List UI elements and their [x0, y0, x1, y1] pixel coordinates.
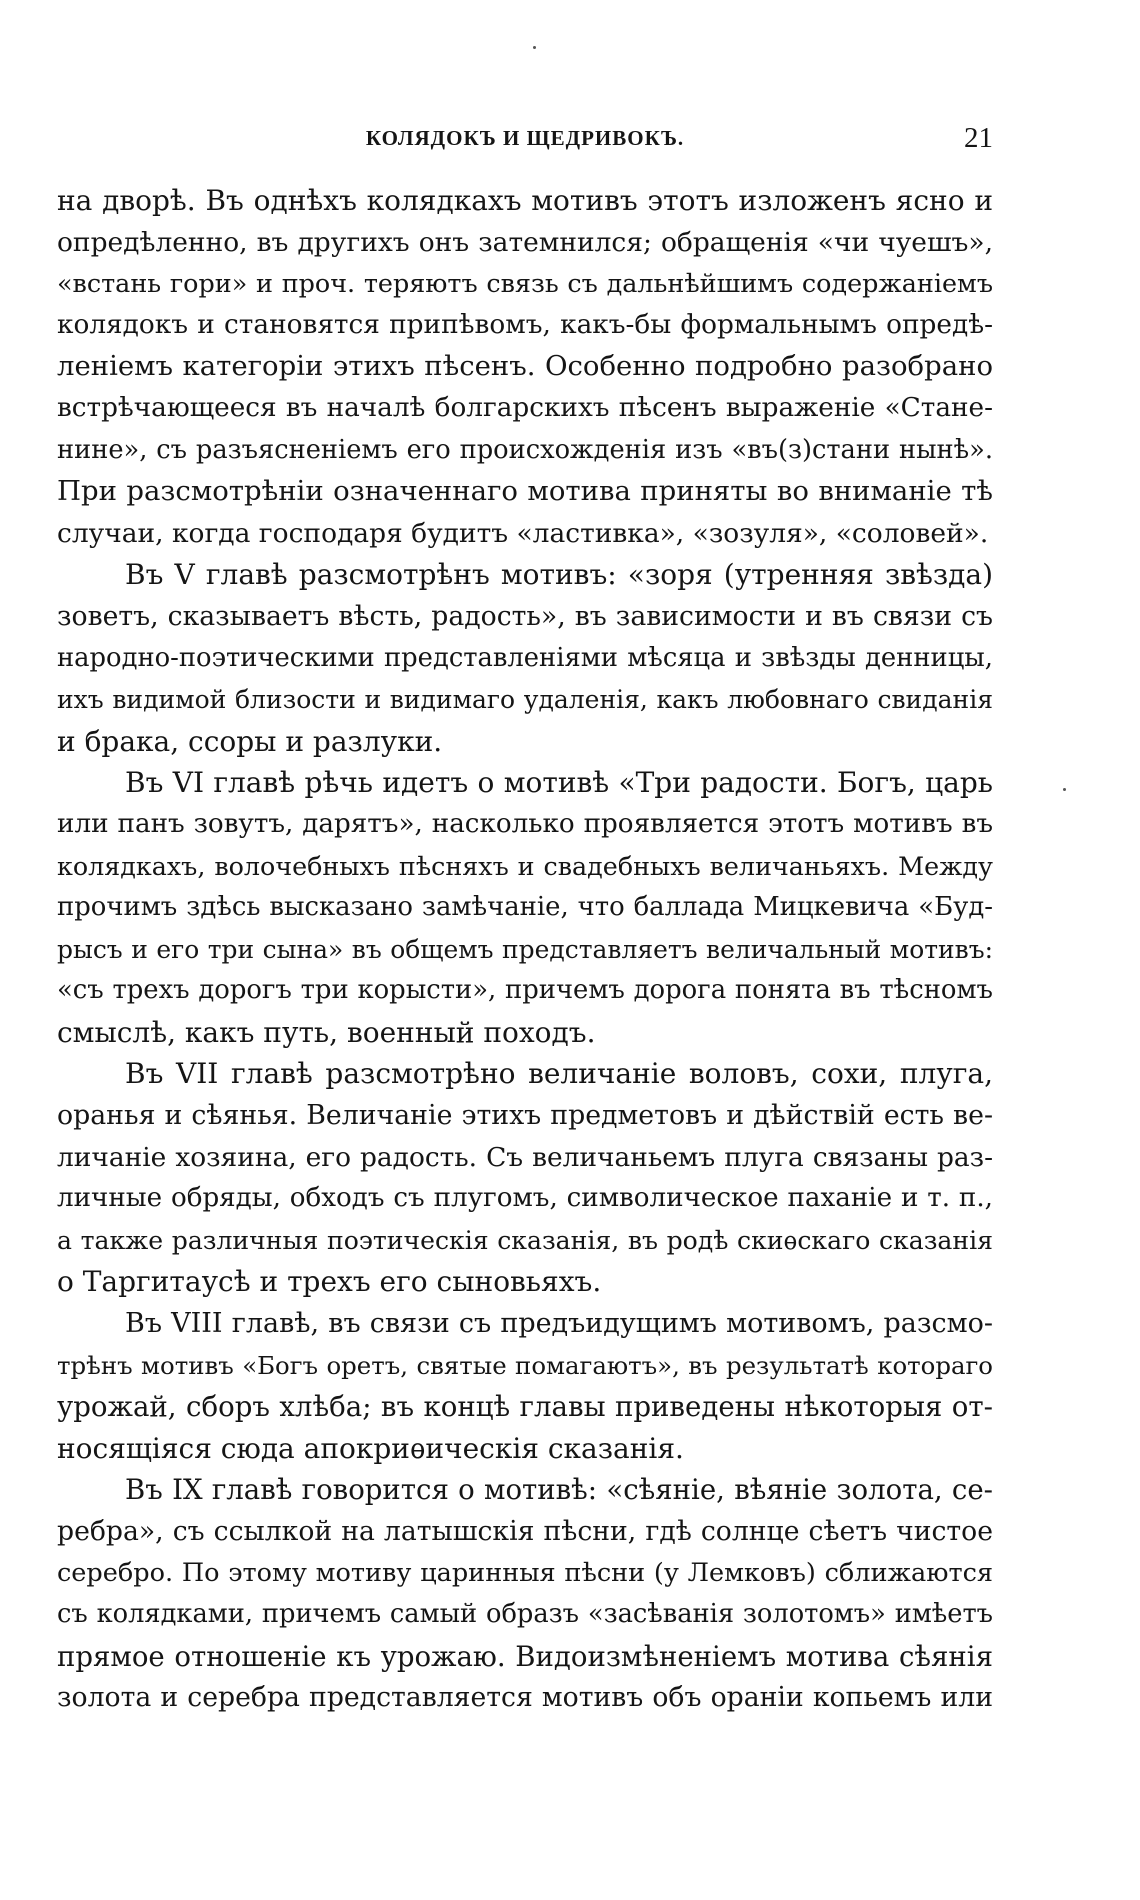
text-line: съ колядками, причемъ самый образъ «засѣванія золотомъ» имѣетъ	[57, 1599, 993, 1630]
text-line: встрѣчающееся въ началѣ болгарскихъ пѣсенъ выраженіе «Стане-	[57, 392, 993, 423]
page-number: 21	[964, 122, 993, 154]
text-line: Въ VIII главѣ, въ связи съ предъидущимъ мотивомъ, разсмо-	[125, 1308, 993, 1340]
text-line: колядокъ и становятся припѣвомъ, какъ-бы формальнымъ опредѣ-	[57, 309, 993, 340]
print-speck	[533, 46, 536, 49]
text-line: нине», съ разъясненіемъ его происхожденія изъ «въ(з)стани нынѣ».	[57, 434, 993, 465]
text-line: личные обряды, обходъ съ плугомъ, символическое паханіе и т. п.,	[57, 1183, 993, 1214]
text-line: леніемъ категоріи этихъ пѣсенъ. Особенно подробно разобрано	[57, 350, 993, 383]
text-line: прямое отношеніе къ урожаю. Видоизмѣненіемъ мотива сѣянія	[57, 1639, 993, 1673]
text-line: Въ VII главѣ разсмотрѣно величаніе воловъ, сохи, плуга,	[125, 1057, 993, 1091]
text-line: трѣнъ мотивъ «Богъ оретъ, святые помагаютъ», въ результатѣ котораго	[57, 1350, 993, 1380]
running-head: КОЛЯДОКЪ И ЩЕДРИВОКЪ.	[365, 126, 685, 150]
text-line: рысъ и его три сына» въ общемъ представляетъ величальный мотивъ:	[57, 934, 993, 964]
page-header	[57, 118, 993, 158]
text-line: оранья и сѣянья. Величаніе этихъ предметовъ и дѣйствій есть ве-	[57, 1100, 993, 1132]
text-line: случаи, когда господаря будитъ «ластивка», «зозуля», «соловей».	[57, 517, 989, 549]
text-line: Въ VI главѣ рѣчь идетъ о мотивѣ «Три радости. Богъ, царь	[125, 766, 993, 800]
text-line: народно-поэтическими представленіями мѣсяца и звѣзды денницы,	[57, 642, 993, 673]
text-line: серебро. По этому мотиву царинныя пѣсни (у Лемковъ) сближаются	[57, 1557, 993, 1588]
text-line: При разсмотрѣніи означеннаго мотива приняты во вниманіе тѣ	[57, 475, 993, 508]
text-line: а также различныя поэтическія сказанія, въ родѣ скиѳскаго сказанія	[57, 1225, 993, 1255]
text-line: на дворѣ. Въ однѣхъ колядкахъ мотивъ этотъ изложенъ ясно и	[57, 184, 993, 217]
text-line: личаніе хозяина, его радость. Съ величаньемъ плуга связаны раз-	[57, 1141, 993, 1173]
body-text	[57, 180, 993, 1719]
text-line: золота и серебра представляется мотивъ объ ораніи копьемъ или	[57, 1682, 993, 1714]
print-speck	[1063, 788, 1066, 791]
text-line: ихъ видимой близости и видимаго удаленія, какъ любовнаго свиданія	[57, 685, 993, 715]
text-line: «встань гори» и проч. теряютъ связь съ дальнѣйшимъ содержаніемъ	[57, 268, 993, 299]
text-line: и брака, ссоры и разлуки.	[57, 724, 443, 758]
text-line: носящіяся сюда апокриѳическія сказанія.	[57, 1431, 684, 1465]
text-line: смыслѣ, какъ путь, военный походъ.	[57, 1015, 596, 1049]
text-line: зоветъ, сказываетъ вѣсть, радость», въ зависимости и въ связи съ	[57, 600, 993, 632]
text-line: урожай, сборъ хлѣба; въ концѣ главы приведены нѣкоторыя от-	[57, 1390, 993, 1424]
text-line: или панъ зовутъ, дарятъ», насколько проявляется этотъ мотивъ въ	[57, 808, 993, 839]
text-line: «съ трехъ дорогъ три корысти», причемъ дорога понята въ тѣсномъ	[57, 975, 993, 1006]
text-line: опредѣленно, въ другихъ онъ затемнился; обращенія «чи чуешъ»,	[57, 226, 993, 258]
text-line: Въ V главѣ разсмотрѣнъ мотивъ: «зоря (утренняя звѣзда)	[125, 558, 993, 592]
text-line: о Таргитаусѣ и трехъ его сыновьяхъ.	[57, 1265, 602, 1299]
text-line: Въ IX главѣ говорится о мотивѣ: «сѣяніе, вѣяніе золота, се-	[125, 1473, 993, 1507]
text-line: прочимъ здѣсь высказано замѣчаніе, что баллада Мицкевича «Буд-	[57, 892, 993, 923]
text-line: ребра», съ ссылкой на латышскія пѣсни, гдѣ солнце сѣетъ чистое	[57, 1516, 993, 1547]
text-line: колядкахъ, волочебныхъ пѣсняхъ и свадебныхъ величаньяхъ. Между	[57, 850, 993, 881]
